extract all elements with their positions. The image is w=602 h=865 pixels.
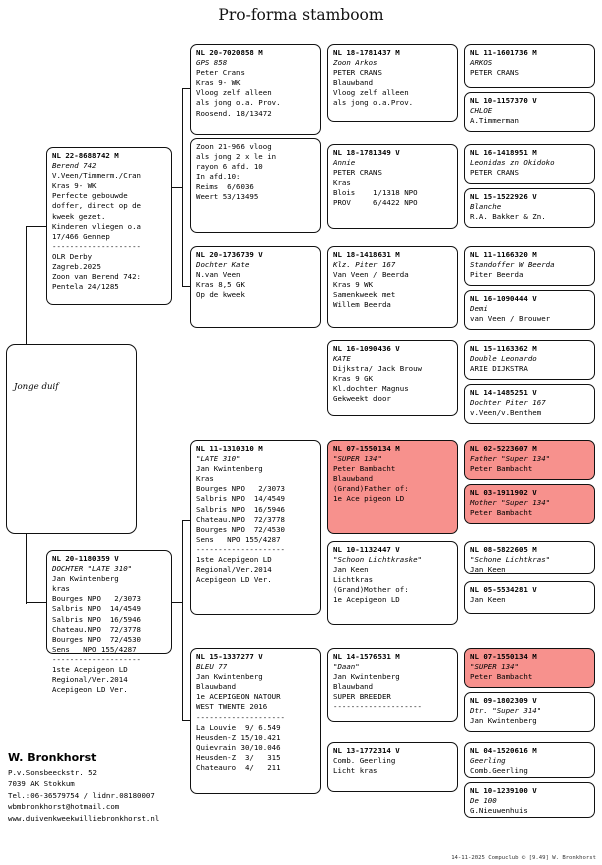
- pedigree-detail-line: Comb. Geerling: [333, 756, 396, 766]
- pedigree-detail-line: 1e Acepigeon LD: [333, 595, 400, 605]
- pedigree-detail-line: G.Nieuwenhuis: [470, 806, 528, 816]
- pedigree-detail-line: 1ste Acepigeon LD: [52, 665, 128, 675]
- pedigree-box-18-1418631: [327, 246, 458, 328]
- pedigree-detail-line: Weert 53/13495: [196, 192, 259, 202]
- pedigree-detail-line: Jan Keen: [333, 565, 369, 575]
- pedigree-box-20-1736739: [190, 246, 321, 328]
- pedigree-detail-line: "SUPER 134": [333, 454, 382, 464]
- pedigree-box-14-1485251: [464, 384, 595, 424]
- pedigree-detail-line: KATE: [333, 354, 351, 364]
- pedigree-detail-line: Dochter Piter 167: [470, 398, 546, 408]
- pedigree-detail-line: Zoon 21-966 vloog: [196, 142, 272, 151]
- pedigree-ring-number: NL 10-1239100 V: [470, 786, 537, 795]
- pedigree-detail-line: Dijkstra/ Jack Brouw: [333, 364, 422, 374]
- pedigree-ring-number: NL 13-1772314 V: [333, 746, 400, 755]
- pedigree-box-08-5822605: [464, 541, 595, 574]
- breeder-contact-line: 7039 AK Stokkum: [8, 779, 75, 788]
- pedigree-ring-number: NL 18-1418631 M: [333, 250, 400, 259]
- pedigree-detail-line: Blauwband: [333, 474, 374, 484]
- pedigree-detail-line: Salbris NPO 14/4549: [52, 604, 141, 614]
- pedigree-detail-line: 1e Ace pigeon LD: [333, 494, 405, 504]
- pedigree-detail-line: Regional/Ver.2014: [52, 675, 128, 685]
- pedigree-detail-line: als jong 2 x le in: [196, 152, 277, 162]
- pedigree-detail-line: van Veen / Brouwer: [470, 314, 551, 324]
- pedigree-detail-line: "LATE 310": [196, 454, 241, 464]
- pedigree-detail-line: Dtr. "Super 314": [470, 706, 542, 716]
- pedigree-detail-line: Zagreb.2025: [52, 262, 101, 272]
- pedigree-detail-line: ARKOS: [470, 58, 493, 68]
- connector-left-lower: [26, 602, 46, 603]
- pedigree-box-14-1576531: [327, 648, 458, 722]
- pedigree-box-16-1418951: [464, 144, 595, 184]
- pedigree-detail-line: Chateau.NPO 72/3778: [52, 624, 141, 634]
- pedigree-detail-line: Samenkweek met: [333, 290, 396, 300]
- pedigree-detail-line: Op de kweek: [196, 290, 245, 300]
- connector-left-upper: [26, 226, 46, 227]
- pedigree-detail-line: Demi: [470, 304, 488, 314]
- breeder-contact-line: Tel.:06-36579754 / lidnr.08180007: [8, 790, 155, 800]
- pedigree-ring-number: NL 20-7020858 M: [196, 48, 263, 57]
- pedigree-detail-line: Jan Kwintenberg: [196, 464, 263, 474]
- connector-col2-a-vertical: [182, 88, 183, 286]
- root-pigeon-box: [6, 344, 137, 534]
- pedigree-detail-line: Peter Crans: [196, 68, 245, 78]
- pedigree-detail-line: Geerling: [470, 756, 506, 766]
- pedigree-ring-number: NL 16-1090436 V: [333, 344, 400, 353]
- pedigree-detail-line: Blauwband: [333, 682, 374, 692]
- pedigree-detail-line: Comb.Geerling: [470, 766, 528, 776]
- pedigree-detail-line: Leonidas zn Okidoko: [470, 158, 555, 168]
- pedigree-detail-line: In afd.10:: [196, 172, 241, 182]
- pedigree-detail-line: Heusden-Z 3/ 315: [196, 752, 281, 762]
- pedigree-detail-line: De 100: [470, 796, 497, 806]
- pedigree-detail-line: ARIE DIJKSTRA: [470, 364, 528, 374]
- pedigree-box-09-1802309: [464, 692, 595, 732]
- pedigree-detail-line: SUPER BREEDER: [333, 692, 391, 702]
- print-credit: 14-11-2025 Compuclub © [9.49] W. Bronkhorst: [451, 855, 596, 861]
- pedigree-ring-number: NL 03-1911902 V: [470, 488, 537, 497]
- pedigree-box-20-1180359: [46, 550, 172, 695]
- pedigree-detail-line: CHLOE: [470, 106, 493, 116]
- pedigree-detail-line: Peter Bambacht: [470, 672, 533, 682]
- pedigree-detail-line: V.Veen/Timmerm./Cran: [52, 171, 141, 181]
- connector-col2-a-stub: [172, 187, 182, 188]
- pedigree-detail-line: Acepigeon LD Ver.: [52, 685, 128, 695]
- pedigree-detail-line: Licht kras: [333, 766, 378, 776]
- breeder-contact-line: wbmbronkhorst@hotmail.com: [8, 802, 120, 811]
- pedigree-box-zoon-21-966: [190, 138, 321, 233]
- pedigree-detail-line: Heusden-Z 15/10.421: [196, 732, 281, 742]
- pedigree-box-10-1239100: [464, 782, 595, 818]
- pedigree-box-10-1157370: [464, 92, 595, 132]
- pedigree-detail-line: Bourges NPO 2/3073: [52, 594, 141, 604]
- pedigree-detail-line: kras: [52, 584, 70, 594]
- pedigree-ring-number: NL 18-1781349 V: [333, 148, 400, 157]
- breeder-contact-line: P.v.Sonsbeeckstr. 52: [8, 767, 97, 777]
- pedigree-box-02-5223607: [464, 440, 595, 480]
- pedigree-ring-number: NL 22-8688742 M: [52, 151, 119, 160]
- pedigree-detail-line: --------------------: [333, 702, 422, 712]
- pedigree-detail-line: Kras 8,5 GK: [196, 280, 245, 290]
- pedigree-detail-line: Kras: [333, 178, 351, 188]
- pedigree-detail-line: Pentela 24/1285: [52, 282, 119, 292]
- pedigree-detail-line: Bourges NPO 2/3073: [196, 484, 285, 494]
- pedigree-ring-number: NL 04-1520616 M: [470, 746, 537, 755]
- pedigree-detail-line: Jan Kwintenberg: [52, 574, 119, 584]
- pedigree-ring-number: NL 15-1163362 M: [470, 344, 537, 353]
- pedigree-detail-line: Bourges NPO 72/4530: [196, 524, 285, 534]
- pedigree-detail-line: PETER CRANS: [333, 168, 382, 178]
- pedigree-detail-line: Annie: [333, 158, 356, 168]
- pedigree-detail-line: kweek gezet.: [52, 211, 106, 221]
- pedigree-detail-line: N.van Veen: [196, 270, 241, 280]
- pedigree-box-10-1132447: [327, 541, 458, 625]
- pedigree-detail-line: Vloog zelf alleen: [333, 88, 409, 98]
- pedigree-detail-line: Willem Beerda: [333, 300, 391, 310]
- pedigree-detail-line: (Grand)Father of:: [333, 484, 409, 494]
- pedigree-detail-line: Perfecte gebouwde: [52, 191, 128, 201]
- pedigree-detail-line: Peter Bambacht: [470, 508, 533, 518]
- pedigree-box-03-1911902: [464, 484, 595, 524]
- pedigree-detail-line: PETER CRANS: [333, 68, 382, 78]
- pedigree-detail-line: Salbris NPO 16/5946: [196, 504, 285, 514]
- pedigree-box-11-1601736: [464, 44, 595, 88]
- pedigree-detail-line: Gekweekt door: [333, 394, 391, 404]
- pedigree-box-15-1522926: [464, 188, 595, 228]
- pedigree-ring-number: NL 09-1802309 V: [470, 696, 537, 705]
- breeder-name: W. Bronkhorst: [8, 751, 97, 764]
- pedigree-detail-line: Sens NPO 155/4287: [196, 534, 281, 544]
- pedigree-detail-line: Lichtkras: [333, 575, 374, 585]
- pedigree-detail-line: Acepigeon LD Ver.: [196, 575, 272, 585]
- pedigree-detail-line: Salbris NPO 14/4549: [196, 494, 285, 504]
- pedigree-detail-line: "Schoon Lichtkraske": [333, 555, 422, 565]
- pedigree-ring-number: NL 20-1180359 V: [52, 554, 119, 563]
- pedigree-detail-line: Roosend. 18/13472: [196, 108, 272, 118]
- pedigree-box-16-1090444: [464, 290, 595, 330]
- pedigree-detail-line: OLR Derby: [52, 251, 93, 261]
- pedigree-detail-line: als jong o.a.Prov.: [333, 98, 414, 108]
- pedigree-detail-line: --------------------: [52, 654, 141, 664]
- connector-col2-b-vertical: [182, 520, 183, 720]
- pedigree-detail-line: A.Timmerman: [470, 116, 519, 126]
- root-pigeon-label: Jonge duif: [14, 382, 59, 392]
- pedigree-detail-line: R.A. Bakker & Zn.: [470, 212, 546, 222]
- pedigree-detail-line: Quievrain 30/10.046: [196, 742, 281, 752]
- pedigree-detail-line: Jan Kwintenberg: [196, 672, 263, 682]
- pedigree-detail-line: Jan Keen: [470, 565, 506, 575]
- pedigree-detail-line: WEST TWENTE 2016: [196, 702, 268, 712]
- pedigree-ring-number: NL 07-1550134 M: [333, 444, 400, 453]
- pedigree-detail-line: Blanche: [470, 202, 502, 212]
- pedigree-ring-number: NL 16-1418951 M: [470, 148, 537, 157]
- pedigree-detail-line: Peter Bambacht: [333, 464, 396, 474]
- pedigree-detail-line: Regional/Ver.2014: [196, 565, 272, 575]
- pedigree-detail-line: Kinderen vliegen o.a: [52, 221, 141, 231]
- pedigree-ring-number: NL 15-1522926 V: [470, 192, 537, 201]
- pedigree-ring-number: NL 08-5822605 M: [470, 545, 537, 554]
- breeder-contact-line: www.duivenkweekwilliebronkhorst.nl: [8, 813, 160, 823]
- pedigree-detail-line: 1ste Acepigeon LD: [196, 555, 272, 565]
- pedigree-detail-line: Jan Keen: [470, 595, 506, 605]
- pedigree-detail-line: BLEU 77: [196, 662, 228, 672]
- connector-col2-b-stub: [172, 602, 182, 603]
- pedigree-detail-line: Van Veen / Beerda: [333, 270, 409, 280]
- pedigree-box-18-1781437: [327, 44, 458, 122]
- pedigree-detail-line: Sens NPO 155/4287: [52, 644, 137, 654]
- pedigree-detail-line: Chateau.NPO 72/3778: [196, 514, 285, 524]
- breeder-address-lines: [8, 767, 268, 825]
- pedigree-detail-line: --------------------: [196, 712, 285, 722]
- pedigree-box-04-1520616: [464, 742, 595, 778]
- pedigree-ring-number: NL 11-1310310 M: [196, 444, 263, 453]
- pedigree-ring-number: NL 10-1157370 V: [470, 96, 537, 105]
- pedigree-detail-line: Dochter Kate: [196, 260, 250, 270]
- page-title: Pro-forma stamboom: [218, 6, 384, 24]
- pedigree-detail-line: Father "Super 134": [470, 454, 551, 464]
- pedigree-detail-line: 17/466 Gennep: [52, 231, 110, 241]
- pedigree-detail-line: v.Veen/v.Benthem: [470, 408, 542, 418]
- connector-col2-a-bottom: [182, 286, 190, 287]
- pedigree-detail-line: "Daan": [333, 662, 360, 672]
- pedigree-detail-line: "Schone Lichtkras": [470, 555, 551, 565]
- pedigree-detail-line: rayon 6 afd. 10: [196, 162, 263, 172]
- pedigree-detail-line: Klz. Piter 167: [333, 260, 396, 270]
- pedigree-detail-line: DOCHTER "LATE 310": [52, 564, 133, 574]
- pedigree-detail-line: Blois 1/1318 NPO: [333, 188, 418, 198]
- pedigree-detail-line: als jong o.a. Prov.: [196, 98, 281, 108]
- pedigree-detail-line: Salbris NPO 16/5946: [52, 614, 141, 624]
- connector-col2-b-bottom: [182, 720, 190, 721]
- pedigree-detail-line: Kl.dochter Magnus: [333, 384, 409, 394]
- pedigree-box-22-8688742: [46, 147, 172, 305]
- pedigree-detail-line: Berend 742: [52, 161, 97, 171]
- pedigree-ring-number: NL 15-1337277 V: [196, 652, 263, 661]
- pedigree-ring-number: NL 16-1090444 V: [470, 294, 537, 303]
- pedigree-box-11-1310310: [190, 440, 321, 615]
- pedigree-detail-line: --------------------: [196, 544, 285, 554]
- pedigree-detail-line: --------------------: [52, 241, 141, 251]
- pedigree-detail-line: Peter Bambacht: [470, 464, 533, 474]
- pedigree-ring-number: NL 18-1781437 M: [333, 48, 400, 57]
- pedigree-detail-line: Reims 6/6036: [196, 182, 254, 192]
- pedigree-detail-line: "SUPER 134": [470, 662, 519, 672]
- pedigree-box-07-1550134-a: [327, 440, 458, 534]
- connector-col2-b-top: [182, 520, 190, 521]
- pedigree-box-13-1772314: [327, 742, 458, 792]
- pedigree-detail-line: Chateauro 4/ 211: [196, 763, 281, 773]
- pedigree-ring-number: NL 14-1576531 M: [333, 652, 400, 661]
- pedigree-detail-line: Kras: [196, 474, 214, 484]
- pedigree-ring-number: NL 05-5534281 V: [470, 585, 537, 594]
- pedigree-detail-line: Standoffer W Beerda: [470, 260, 555, 270]
- pedigree-detail-line: PETER CRANS: [470, 168, 519, 178]
- pedigree-box-07-1550134-b: [464, 648, 595, 688]
- pedigree-box-16-1090436: [327, 340, 458, 416]
- pedigree-detail-line: Mother "Super 134": [470, 498, 551, 508]
- pedigree-detail-line: Blauwband: [196, 682, 237, 692]
- pedigree-detail-line: Zoon van Berend 742:: [52, 272, 141, 282]
- pedigree-detail-line: Kras 9- WK: [196, 78, 241, 88]
- pedigree-detail-line: PETER CRANS: [470, 68, 519, 78]
- pedigree-detail-line: Bourges NPO 72/4530: [52, 634, 141, 644]
- pedigree-detail-line: Jan Kwintenberg: [333, 672, 400, 682]
- connector-col2-a-top: [182, 88, 190, 89]
- pedigree-detail-line: Jan Kwintenberg: [470, 716, 537, 726]
- pedigree-box-18-1781349: [327, 144, 458, 229]
- pedigree-ring-number: NL 11-1166320 M: [470, 250, 537, 259]
- pedigree-detail-line: Piter Beerda: [470, 270, 524, 280]
- pedigree-box-05-5534281: [464, 581, 595, 614]
- pedigree-ring-number: NL 11-1601736 M: [470, 48, 537, 57]
- pedigree-detail-line: Kras 9 GK: [333, 374, 374, 384]
- pedigree-ring-number: NL 14-1485251 V: [470, 388, 537, 397]
- pedigree-detail-line: doffer, direct op de: [52, 201, 141, 211]
- pedigree-box-20-7020858: [190, 44, 321, 135]
- pedigree-box-15-1163362: [464, 340, 595, 380]
- pedigree-ring-number: NL 02-5223607 M: [470, 444, 537, 453]
- pedigree-ring-number: NL 20-1736739 V: [196, 250, 263, 259]
- pedigree-box-11-1166320: [464, 246, 595, 286]
- pedigree-detail-line: Blauwband: [333, 78, 374, 88]
- pedigree-detail-line: (Grand)Mother of:: [333, 585, 409, 595]
- pedigree-detail-line: PROV 6/4422 NPO: [333, 198, 418, 208]
- pedigree-detail-line: Kras 9 WK: [333, 280, 374, 290]
- pedigree-detail-line: Vloog zelf alleen: [196, 88, 272, 98]
- pedigree-detail-line: GPS 858: [196, 58, 228, 68]
- pedigree-ring-number: NL 07-1550134 M: [470, 652, 537, 661]
- pedigree-detail-line: La Louvie 9/ 6.549: [196, 722, 281, 732]
- pedigree-detail-line: Double Leonardo: [470, 354, 537, 364]
- pedigree-detail-line: Kras 9- WK: [52, 181, 97, 191]
- pedigree-detail-line: 1e ACEPIGEON NATOUR: [196, 692, 281, 702]
- breeder-footer: [8, 752, 268, 824]
- pedigree-ring-number: NL 10-1132447 V: [333, 545, 400, 554]
- pedigree-detail-line: Zoon Arkos: [333, 58, 378, 68]
